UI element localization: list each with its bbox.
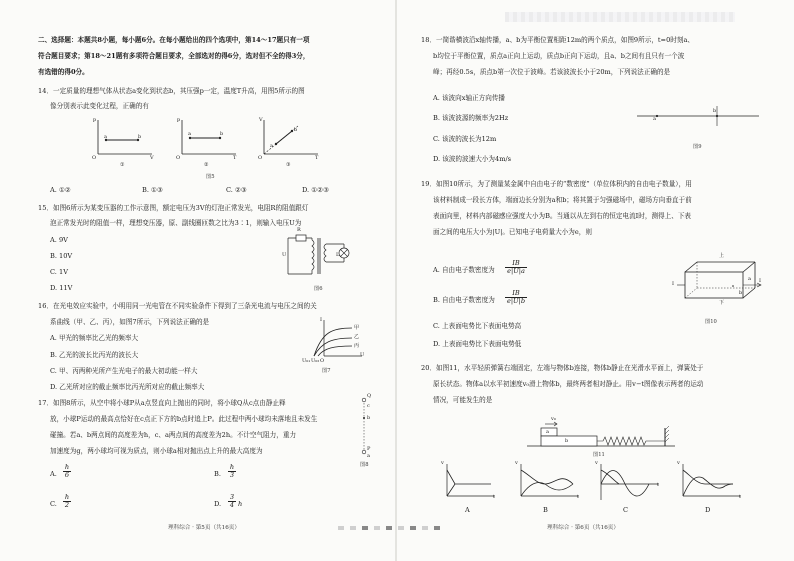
q15-label-r: R xyxy=(297,227,301,233)
q17-a-num: h xyxy=(64,463,70,471)
q20-axis-t-b: t xyxy=(577,494,580,500)
q16-axis-u: U xyxy=(360,352,365,358)
q14-option-b: B. ①③ xyxy=(142,186,163,194)
q14-text-line1: 14．一定质量的理想气体从状态a变化到状态b，其压强p一定，温度T升高，用图5所示的图 xyxy=(38,87,305,95)
q15-fig-caption: 图6 xyxy=(314,286,323,292)
q16-uc2: U₀₂ xyxy=(311,358,320,364)
q15-option-c: C. 1V xyxy=(50,268,68,276)
q17-fig-caption: 图8 xyxy=(360,462,369,468)
q17-d-num: 3 xyxy=(229,493,235,501)
q17-text-line4: 加速度为g，两小球均可视为质点，则小球a相对抛出点上升的最大高度为 xyxy=(50,447,263,455)
q17-d-den: 4 xyxy=(229,501,235,509)
q15-text-line1: 15．如图6所示为某变压器的工作示意图，额定电压为3V的灯泡正常发光，电阻R的阻值跟灯 xyxy=(38,204,309,212)
q20-axis-t-a: t xyxy=(493,494,496,500)
q16-uc1: U₀₁ xyxy=(302,358,311,364)
q16-fig-caption: 图7 xyxy=(322,368,331,374)
q14-g1-pt-a: a xyxy=(104,134,107,140)
q16-text-line1: 16．在光电效应实验中，小明用同一光电管在不同实验条件下得到了三条光电流与电压之间的关 xyxy=(38,302,317,310)
q14-g3-label: ③ xyxy=(286,162,291,168)
q14-g1-pt-b: b xyxy=(138,134,142,140)
q18-label-a: a xyxy=(653,116,656,122)
q15-label-u: U xyxy=(282,252,287,258)
q14-g1-axis-p: p xyxy=(93,117,97,123)
q16-option-d: D. 乙光所对应的截止频率比丙光所对应的截止频率大 xyxy=(50,383,205,391)
q14-option-d: D. ①②③ xyxy=(302,186,329,194)
q15-option-b: B. 10V xyxy=(50,252,73,260)
q20-axis-v-c: v xyxy=(595,460,598,466)
q17-label-c: c xyxy=(367,403,370,409)
q16-option-b: B. 乙光的波长比丙光的波长大 xyxy=(50,351,139,359)
q14-g3-axis-v: V xyxy=(259,117,263,123)
q16-option-a: A. 甲光的频率比乙光的频率大 xyxy=(50,334,139,342)
q20-graph-b xyxy=(515,462,581,502)
q20-axis-v-b: v xyxy=(515,460,518,466)
q15-label-l: L xyxy=(336,252,340,258)
footer-mark xyxy=(374,526,380,530)
q18-text-line2: b均位于平衡位置，质点a正向上运动，质点b正向下运动，且a、b之间有且只有一个波 xyxy=(433,52,685,60)
q18-option-d: D. 该波的波速大小为4m/s xyxy=(433,155,512,163)
q19-option-c: C. 上表面电势比下表面电势高 xyxy=(433,322,522,330)
q19-label-up: 上 xyxy=(719,253,725,259)
section-title: 二、选择题：本题共8小题，每小题6分。在每小题给出的四个选项中，第14～17题只有一项 xyxy=(38,36,310,44)
q20-axis-t-c: t xyxy=(657,482,660,488)
q20-graph-d xyxy=(677,462,743,502)
q19-text-line3: 表面向里，材料内部磁感应强度大小为B。当通以从左到右的恒定电流I时，测得上、下表 xyxy=(433,212,692,220)
q16-text-line2: 系曲线（甲、乙、丙），如图7所示，下列说法正确的是 xyxy=(50,318,210,326)
q14-g3-axis-o: O xyxy=(258,155,263,161)
q14-g2-pt-b: b xyxy=(220,131,224,137)
q20-text-line1: 20．如图11，水平轻质弹簧右端固定，左端与物体b连接，物体b静止在光滑水平面上，弹簧处于 xyxy=(421,364,704,372)
q17-b-num: h xyxy=(229,463,235,471)
q19-text-line2: 该材料制成一段长方体，端面边长分别为a和b；将其置于匀强磁场中，磁场方向垂直于前 xyxy=(433,196,692,204)
section-title-line3: 有选错的得0分。 xyxy=(38,68,89,76)
q19-text-line4: 面之间的电压大小为|U|。已知电子电荷量大小为e，则 xyxy=(433,228,592,236)
q18-label-b: b xyxy=(713,108,717,114)
q17-a-den: 6 xyxy=(64,471,70,479)
q14-graph-1 xyxy=(92,118,156,162)
q14-g1-label: ① xyxy=(120,162,125,168)
left-page-footer: 理科综合 · 第5页（共16页） xyxy=(168,525,240,531)
q14-option-c: C. ②③ xyxy=(226,186,247,194)
q16-axis-o: O xyxy=(320,358,325,364)
q19-option-a: A. 自由电子数密度为 xyxy=(433,266,495,274)
q20-fig-caption: 图11 xyxy=(593,452,605,458)
q19-label-down: 下 xyxy=(719,300,725,306)
q15-option-d: D. 11V xyxy=(50,284,73,292)
q14-g3-pt-b: b xyxy=(294,127,298,133)
q14-g3-axis-t: T xyxy=(315,155,319,161)
q17-option-b-fraction xyxy=(228,464,236,479)
q19-label-b: b xyxy=(739,290,743,296)
q18-text-line3: 峰；再经0.5s，质点b第一次位于波峰。若该波波长小于20m，下列说法正确的是 xyxy=(433,68,671,76)
q19-option-d: D. 上表面电势比下表面电势低 xyxy=(433,340,522,348)
q20-text-line3: 情况，可能发生的是 xyxy=(433,396,493,404)
q14-option-a: A. ①② xyxy=(50,186,71,194)
q14-g2-axis-o: O xyxy=(176,155,181,161)
q19-option-b-fraction xyxy=(505,290,527,305)
q17-label-b: b xyxy=(367,415,371,421)
q20-axis-v-a: v xyxy=(441,460,444,466)
q14-graph-3 xyxy=(258,118,322,162)
q17-c-den: 2 xyxy=(64,501,70,509)
footer-mark xyxy=(350,526,356,530)
q17-label-a: a xyxy=(367,453,370,459)
q17-option-b: B. xyxy=(214,470,221,478)
q17-text-line2: 放，小球P运动的最高点恰好在c点正下方的b点时追上P。此过程中两小球均未落地且未发生 xyxy=(50,415,318,423)
q17-label-p: P xyxy=(367,446,371,452)
q14-fig-caption: 图5 xyxy=(206,174,215,180)
q19-label-i-right: I xyxy=(759,278,761,284)
q17-option-d-fraction xyxy=(228,494,236,509)
q20-label-v0: v₀ xyxy=(551,416,556,422)
q17-option-d-tail: h xyxy=(238,500,243,508)
q14-g2-label: ② xyxy=(204,162,209,168)
q20-graph-c xyxy=(595,462,661,502)
q14-g1-axis-o: O xyxy=(92,155,97,161)
q19-a-num: IB xyxy=(512,259,520,267)
q17-option-c: C. xyxy=(50,500,57,508)
q18-option-a: A. 该波向x轴正方向传播 xyxy=(433,94,506,102)
q19-option-b: B. 自由电子数密度为 xyxy=(433,296,495,304)
q17-label-q: Q xyxy=(367,393,372,399)
q16-option-c: C. 甲、丙两种光所产生光电子的最大初动能一样大 xyxy=(50,367,198,375)
footer-mark xyxy=(386,526,392,530)
q18-option-c: C. 该波的波长为12m xyxy=(433,135,497,143)
right-page xyxy=(397,0,794,561)
q14-graph-2 xyxy=(176,118,240,162)
q15-option-a: A. 9V xyxy=(50,236,68,244)
q19-text-line1: 19．如图10所示，为了测量某金属中自由电子的“数密度”（单位体积内的自由电子数量），用 xyxy=(421,180,692,188)
q14-g1-axis-v: V xyxy=(150,155,154,161)
footer-mark xyxy=(338,526,344,530)
q17-text-line1: 17．如图8所示，从空中将小球P从a点竖直向上抛出的同时，将小球Q从c点由静止释 xyxy=(38,399,286,407)
q20-graph-label-c: C xyxy=(623,506,629,514)
q20-graph-label-d: D xyxy=(705,506,711,514)
q18-fig-caption: 图9 xyxy=(693,144,702,150)
q14-g2-pt-a: a xyxy=(188,131,191,137)
q19-b-num: IB xyxy=(512,289,520,297)
q19-label-a: a xyxy=(748,276,751,282)
section-title-line2: 符合题目要求；第18～21题有多项符合题目要求，全部选对的得6分，选对但不全的得3分， xyxy=(38,52,310,60)
q19-a-den: e|U|a xyxy=(505,267,527,275)
q17-b-den: 3 xyxy=(229,471,235,479)
q20-graph-label-b: B xyxy=(543,506,548,514)
q17-text-line3: 碰撞。若a、b两点间的高度差为h，c、a两点间的高度差为2h。不计空气阻力，重力 xyxy=(50,431,297,439)
q16-curve-label-bing: 丙 xyxy=(354,343,360,349)
q15-transformer-diagram xyxy=(282,232,356,280)
q14-g2-axis-t: T xyxy=(233,155,237,161)
q19-b-den: e|U|b xyxy=(506,297,526,305)
q14-g3-pt-a: a xyxy=(270,143,273,149)
q19-option-a-fraction xyxy=(505,260,527,275)
q16-curve-label-yi: 乙 xyxy=(354,334,360,340)
q20-graph-a xyxy=(441,462,497,502)
q18-text-line1: 18．一简谐横波沿x轴传播，a、b为平衡位置相距12m的两个质点，如图9所示，t=0时刻a、 xyxy=(421,36,694,44)
q16-curve-label-jia: 甲 xyxy=(354,325,360,331)
q15-text-line2: 泡正常发光时的阻值一样，理想变压器，原、副线圈匝数之比为3∶1，则输入电压U为 xyxy=(50,219,302,227)
footer-mark xyxy=(362,526,368,530)
q14-text-line2: 像分别表示此变化过程，正确的有 xyxy=(50,102,149,110)
q19-fig-caption: 图10 xyxy=(705,319,717,325)
q14-g2-axis-p: p xyxy=(177,117,181,123)
q18-option-b: B. 该波波源的频率为2Hz xyxy=(433,114,509,122)
q20-text-line2: 原长状态。物体a以水平初速度v₀滑上物体b，最终两者相对静止。用v−t图像表示两者的运动 xyxy=(433,380,704,388)
q19-label-i-left: I xyxy=(672,281,674,287)
q17-c-num: h xyxy=(64,493,70,501)
q20-graph-label-a: A xyxy=(465,506,470,514)
q20-axis-t-d: t xyxy=(739,494,742,500)
q17-option-c-fraction xyxy=(63,494,71,509)
q20-axis-v-d: v xyxy=(677,460,680,466)
q16-axis-i: I xyxy=(320,317,322,323)
right-page-footer: 理科综合 · 第6页（共16页） xyxy=(547,525,619,531)
q20-label-b: b xyxy=(565,438,569,444)
q17-option-a: A. xyxy=(50,470,57,478)
q17-option-a-fraction xyxy=(63,464,71,479)
q20-label-a: a xyxy=(546,429,549,435)
q17-option-d: D. xyxy=(214,500,222,508)
